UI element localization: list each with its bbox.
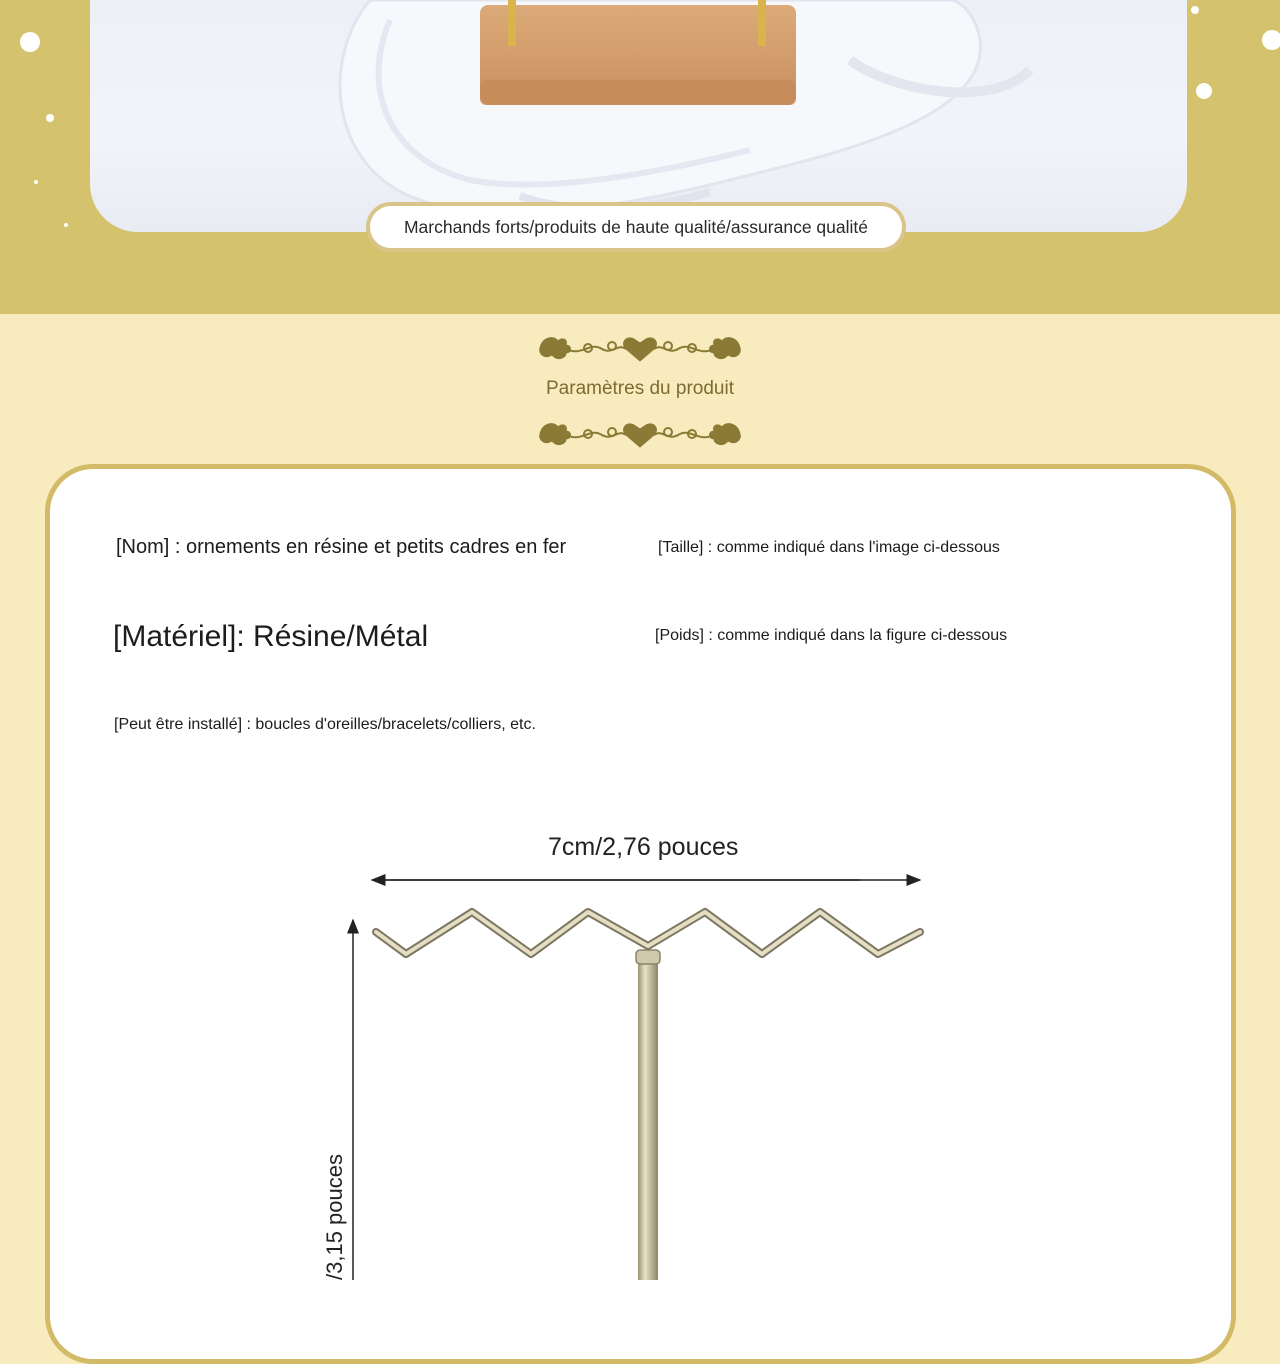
decor-dot — [1191, 6, 1199, 14]
decor-dot — [20, 32, 40, 52]
height-dimension-label: /3,15 pouces — [322, 1154, 347, 1280]
param-weight: [Poids] : comme indiqué dans la figure ci-dessous — [655, 627, 1008, 644]
decor-dot — [1262, 30, 1280, 50]
quality-banner — [366, 202, 906, 252]
width-dimension-label: 7cm/2,76 pouces — [548, 833, 739, 861]
ornament-divider-top — [532, 331, 748, 365]
ornament-divider-bottom — [532, 417, 748, 451]
param-size: [Taille] : comme indiqué dans l'image ci-dessous — [658, 539, 1000, 556]
param-install: [Peut être installé] : boucles d'oreilles/bracelets/colliers, etc. — [114, 716, 536, 733]
decor-dot — [64, 223, 68, 227]
jewelry-stand-diagram — [300, 860, 960, 1280]
product-photo — [90, 0, 1187, 232]
decor-dot — [34, 180, 38, 184]
quality-banner-text: Marchands forts/produits de haute qualité/assurance qualité — [403, 216, 869, 237]
decor-dot — [46, 114, 54, 122]
section-title: Paramètres du produit — [546, 378, 734, 399]
decor-dot — [1196, 83, 1212, 99]
param-material: [Matériel]: Résine/Métal — [113, 620, 429, 653]
param-name: [Nom] : ornements en résine et petits cadres en fer — [116, 536, 567, 558]
